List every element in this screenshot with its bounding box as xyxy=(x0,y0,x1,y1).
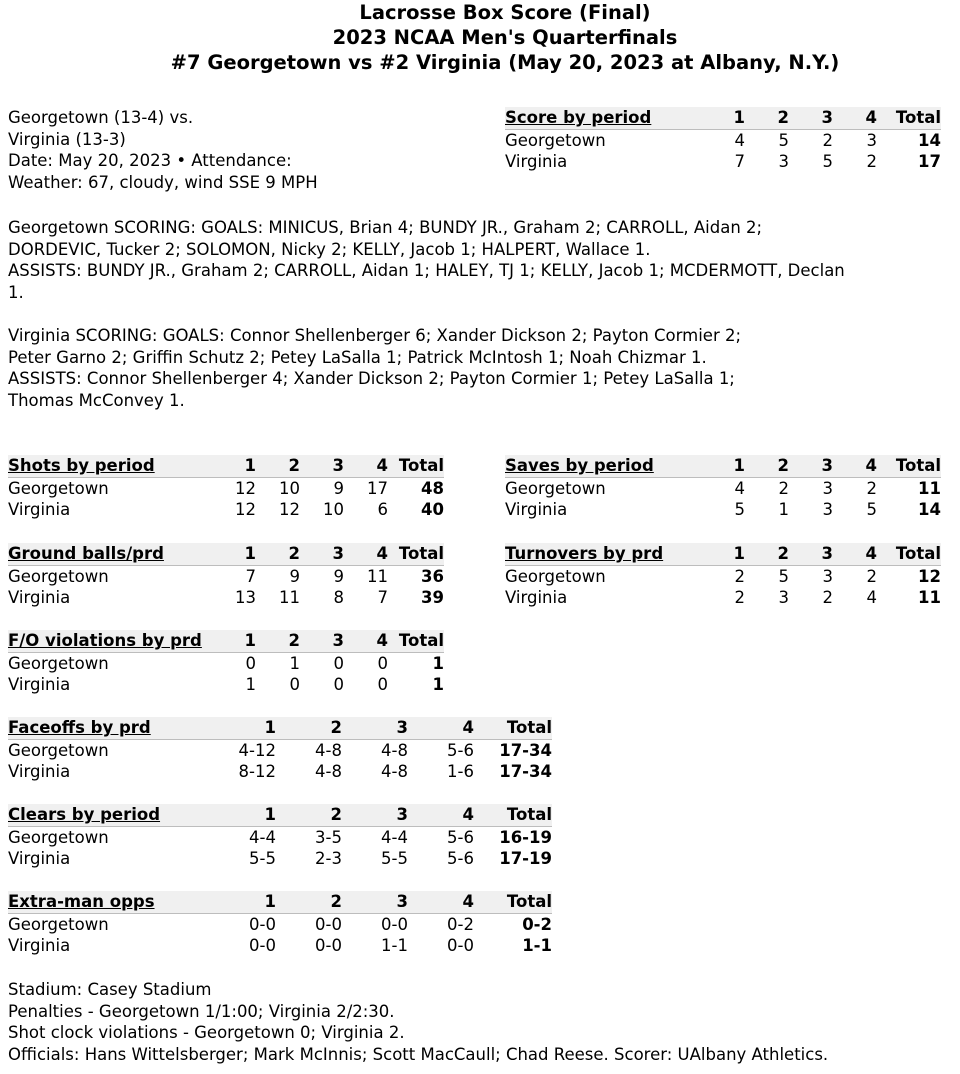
period-value: 4-8 xyxy=(381,762,408,782)
total-value: 1 xyxy=(432,675,444,695)
period-value: 4 xyxy=(734,130,745,150)
team-name: Virginia xyxy=(8,675,71,695)
saves-by-period-table xyxy=(505,455,941,521)
col-header-total: Total xyxy=(474,717,552,739)
period-value: 0-2 xyxy=(447,914,474,934)
period-value: 7 xyxy=(377,588,388,608)
period-value: 8 xyxy=(333,588,344,608)
table-row xyxy=(505,129,941,151)
col-header: 1 xyxy=(713,107,745,129)
period-value: 2 xyxy=(734,566,745,586)
fo-violations-table xyxy=(8,630,444,696)
period-value: 4-8 xyxy=(315,762,342,782)
turnovers-table xyxy=(505,543,941,609)
table-row xyxy=(505,151,941,173)
game-date: Date: May 20, 2023 • Attendance: xyxy=(8,151,292,171)
col-header: 1 xyxy=(216,455,256,477)
period-value: 6 xyxy=(377,500,388,520)
ground-balls-table xyxy=(8,543,444,609)
table-row xyxy=(8,913,552,935)
stadium: Stadium: Casey Stadium xyxy=(8,980,212,999)
penalties: Penalties - Georgetown 1/1:00; Virginia 2/2:30. xyxy=(8,1001,395,1021)
period-value: 0 xyxy=(245,653,256,673)
game-footer xyxy=(8,979,828,1065)
period-value: 17 xyxy=(367,478,388,498)
period-value: 2 xyxy=(734,588,745,608)
period-value: 0 xyxy=(377,675,388,695)
team-name: Virginia xyxy=(505,500,568,520)
col-header: 3 xyxy=(300,543,344,565)
total-value: 17-34 xyxy=(499,740,552,760)
total-value: 36 xyxy=(421,566,444,586)
period-value: 3 xyxy=(822,566,833,586)
total-value: 16-19 xyxy=(499,827,552,847)
col-header: 1 xyxy=(713,455,745,477)
period-value: 12 xyxy=(235,500,256,520)
period-value: 5 xyxy=(778,566,789,586)
period-value: 9 xyxy=(289,566,300,586)
col-header-total: Total xyxy=(877,455,941,477)
period-value: 0-0 xyxy=(315,936,342,956)
col-header: 3 xyxy=(300,630,344,652)
table-title: Score by period xyxy=(505,107,713,129)
period-value: 5-5 xyxy=(381,849,408,869)
period-value: 7 xyxy=(245,566,256,586)
period-value: 5 xyxy=(866,500,877,520)
period-value: 2 xyxy=(822,130,833,150)
period-value: 3 xyxy=(822,478,833,498)
period-value: 1 xyxy=(289,653,300,673)
total-value: 1 xyxy=(432,653,444,673)
period-value: 2 xyxy=(866,566,877,586)
table-title: Faceoffs by prd xyxy=(8,717,216,739)
col-header: 2 xyxy=(276,717,342,739)
total-value: 11 xyxy=(918,588,941,608)
col-header: 2 xyxy=(745,543,789,565)
team-name: Virginia xyxy=(505,152,568,172)
team-name: Georgetown xyxy=(8,827,109,847)
team-name: Georgetown xyxy=(8,740,109,760)
col-header: 1 xyxy=(713,543,745,565)
period-value: 5-6 xyxy=(447,827,474,847)
col-header: 4 xyxy=(833,455,877,477)
col-header: 2 xyxy=(256,543,300,565)
table-row xyxy=(8,565,444,587)
header-event: 2023 NCAA Men's Quarterfinals xyxy=(332,26,678,49)
period-value: 5 xyxy=(822,152,833,172)
weather: Weather: 67, cloudy, wind SSE 9 MPH xyxy=(8,172,318,192)
period-value: 2 xyxy=(866,478,877,498)
game-info xyxy=(8,107,318,193)
col-header: 1 xyxy=(216,543,256,565)
period-value: 0 xyxy=(289,675,300,695)
period-value: 0 xyxy=(333,675,344,695)
col-header: 4 xyxy=(408,804,474,826)
col-header: 1 xyxy=(216,717,276,739)
period-value: 4-4 xyxy=(381,827,408,847)
period-value: 1-6 xyxy=(447,762,474,782)
period-value: 2 xyxy=(778,478,789,498)
col-header: 4 xyxy=(833,543,877,565)
col-header-total: Total xyxy=(474,804,552,826)
period-value: 11 xyxy=(279,588,300,608)
col-header: 2 xyxy=(745,455,789,477)
period-value: 5 xyxy=(778,130,789,150)
period-value: 10 xyxy=(323,500,344,520)
total-value: 0-2 xyxy=(522,914,552,934)
period-value: 2 xyxy=(866,152,877,172)
period-value: 10 xyxy=(279,478,300,498)
table-row xyxy=(8,652,444,674)
col-header-total: Total xyxy=(388,630,444,652)
officials: Officials: Hans Wittelsberger; Mark McInnis; Scott MacCaull; Chad Reese. Scorer: UAlbany Athletics. xyxy=(8,1044,829,1064)
score-by-period-table xyxy=(505,107,941,173)
col-header: 3 xyxy=(789,543,833,565)
period-value: 0-0 xyxy=(315,914,342,934)
clears-table xyxy=(8,804,552,870)
col-header: 3 xyxy=(789,455,833,477)
period-value: 2-3 xyxy=(315,849,342,869)
col-header: 4 xyxy=(344,630,388,652)
period-value: 1 xyxy=(245,675,256,695)
col-header: 4 xyxy=(344,543,388,565)
col-header: 4 xyxy=(408,717,474,739)
team-name: Georgetown xyxy=(505,478,606,498)
table-title: F/O violations by prd xyxy=(8,630,216,652)
table-row xyxy=(8,935,552,957)
period-value: 1-1 xyxy=(381,936,408,956)
total-value: 39 xyxy=(421,588,444,608)
table-row xyxy=(8,761,552,783)
table-title: Clears by period xyxy=(8,804,216,826)
period-value: 0 xyxy=(333,653,344,673)
period-value: 5-6 xyxy=(447,849,474,869)
col-header: 2 xyxy=(256,455,300,477)
georgetown-assists: ASSISTS: BUNDY JR., Graham 2; CARROLL, Aidan 1; HALEY, TJ 1; KELLY, Jacob 1; MCDERMOTT, Declan 1. xyxy=(8,261,845,302)
col-header: 4 xyxy=(344,455,388,477)
table-title: Extra-man opps xyxy=(8,891,216,913)
total-value: 48 xyxy=(421,478,444,498)
period-value: 4-4 xyxy=(249,827,276,847)
shot-clock-violations: Shot clock violations - Georgetown 0; Virginia 2. xyxy=(8,1023,405,1043)
col-header: 1 xyxy=(216,630,256,652)
period-value: 0-0 xyxy=(249,936,276,956)
col-header: 2 xyxy=(276,891,342,913)
total-value: 11 xyxy=(918,478,941,498)
col-header-total: Total xyxy=(388,543,444,565)
georgetown-scoring xyxy=(8,217,858,303)
period-value: 3-5 xyxy=(315,827,342,847)
table-row xyxy=(505,499,941,521)
team-name: Georgetown xyxy=(8,478,109,498)
team2-record: Virginia (13-3) xyxy=(8,129,126,149)
table-title: Turnovers by prd xyxy=(505,543,713,565)
virginia-goals: Virginia SCORING: GOALS: Connor Shellenberger 6; Xander Dickson 2; Payton Cormier 2; Peter Garno 2; Griffin Schutz 2; Petey LaSalla 1; Patrick McIntosh 1; Noah Chizmar 1. xyxy=(8,326,742,367)
team-name: Virginia xyxy=(8,849,71,869)
total-value: 40 xyxy=(421,500,444,520)
col-header: 3 xyxy=(342,717,408,739)
col-header-total: Total xyxy=(877,543,941,565)
period-value: 7 xyxy=(734,152,745,172)
header-title: Lacrosse Box Score (Final) xyxy=(359,1,651,24)
total-value: 17-34 xyxy=(499,762,552,782)
table-row xyxy=(8,739,552,761)
period-value: 4-8 xyxy=(381,740,408,760)
period-value: 3 xyxy=(778,588,789,608)
col-header: 3 xyxy=(342,891,408,913)
period-value: 5-6 xyxy=(447,740,474,760)
col-header: 3 xyxy=(342,804,408,826)
table-row xyxy=(8,587,444,609)
table-title: Ground balls/prd xyxy=(8,543,216,565)
col-header: 4 xyxy=(408,891,474,913)
table-row xyxy=(505,565,941,587)
col-header-total: Total xyxy=(877,107,941,129)
col-header-total: Total xyxy=(474,891,552,913)
period-value: 0-0 xyxy=(381,914,408,934)
georgetown-goals: Georgetown SCORING: GOALS: MINICUS, Brian 4; BUNDY JR., Graham 2; CARROLL, Aidan 2; DORDEVIC, Tucker 2; SOLOMON, Nicky 2; KELLY, Jacob 1; HALPERT, Wallace 1. xyxy=(8,218,763,259)
col-header: 3 xyxy=(789,107,833,129)
period-value: 13 xyxy=(235,588,256,608)
table-row xyxy=(8,826,552,848)
period-value: 3 xyxy=(778,152,789,172)
team-name: Georgetown xyxy=(8,566,109,586)
extra-man-table xyxy=(8,891,552,957)
period-value: 2 xyxy=(822,588,833,608)
table-row xyxy=(505,477,941,499)
total-value: 14 xyxy=(918,500,941,520)
total-value: 1-1 xyxy=(522,936,552,956)
team-name: Virginia xyxy=(8,936,71,956)
col-header: 4 xyxy=(833,107,877,129)
table-row xyxy=(8,848,552,870)
period-value: 4 xyxy=(734,478,745,498)
period-value: 11 xyxy=(367,566,388,586)
team-name: Virginia xyxy=(505,588,568,608)
team-name: Georgetown xyxy=(8,914,109,934)
period-value: 5-5 xyxy=(249,849,276,869)
team-name: Virginia xyxy=(8,762,71,782)
period-value: 5 xyxy=(734,500,745,520)
total-value: 17 xyxy=(918,152,941,172)
period-value: 3 xyxy=(822,500,833,520)
header-matchup: #7 Georgetown vs #2 Virginia (May 20, 2023 at Albany, N.Y.) xyxy=(170,51,840,74)
period-value: 9 xyxy=(333,478,344,498)
table-row xyxy=(505,587,941,609)
box-score-header xyxy=(0,0,960,75)
table-title: Saves by period xyxy=(505,455,713,477)
faceoffs-table xyxy=(8,717,552,783)
shots-by-period-table xyxy=(8,455,444,521)
team1-record: Georgetown (13-4) vs. xyxy=(8,108,194,127)
period-value: 9 xyxy=(333,566,344,586)
team-name: Georgetown xyxy=(505,566,606,586)
virginia-assists: ASSISTS: Connor Shellenberger 4; Xander Dickson 2; Payton Cormier 1; Petey LaSalla 1; Thomas McConvey 1. xyxy=(8,369,735,410)
period-value: 4-12 xyxy=(238,740,276,760)
table-row xyxy=(8,499,444,521)
col-header: 3 xyxy=(300,455,344,477)
period-value: 1 xyxy=(778,500,789,520)
period-value: 12 xyxy=(235,478,256,498)
period-value: 4-8 xyxy=(315,740,342,760)
total-value: 14 xyxy=(918,130,941,150)
col-header-total: Total xyxy=(388,455,444,477)
team-name: Virginia xyxy=(8,588,71,608)
col-header: 2 xyxy=(256,630,300,652)
period-value: 12 xyxy=(279,500,300,520)
table-title: Shots by period xyxy=(8,455,216,477)
period-value: 3 xyxy=(866,130,877,150)
table-row xyxy=(8,477,444,499)
virginia-scoring xyxy=(8,325,768,411)
period-value: 8-12 xyxy=(238,762,276,782)
period-value: 0-0 xyxy=(447,936,474,956)
period-value: 0-0 xyxy=(249,914,276,934)
team-name: Georgetown xyxy=(505,130,606,150)
col-header: 1 xyxy=(216,804,276,826)
col-header: 2 xyxy=(276,804,342,826)
period-value: 4 xyxy=(866,588,877,608)
total-value: 17-19 xyxy=(499,849,552,869)
total-value: 12 xyxy=(918,566,941,586)
team-name: Georgetown xyxy=(8,653,109,673)
period-value: 0 xyxy=(377,653,388,673)
team-name: Virginia xyxy=(8,500,71,520)
col-header: 2 xyxy=(745,107,789,129)
col-header: 1 xyxy=(216,891,276,913)
table-row xyxy=(8,674,444,696)
